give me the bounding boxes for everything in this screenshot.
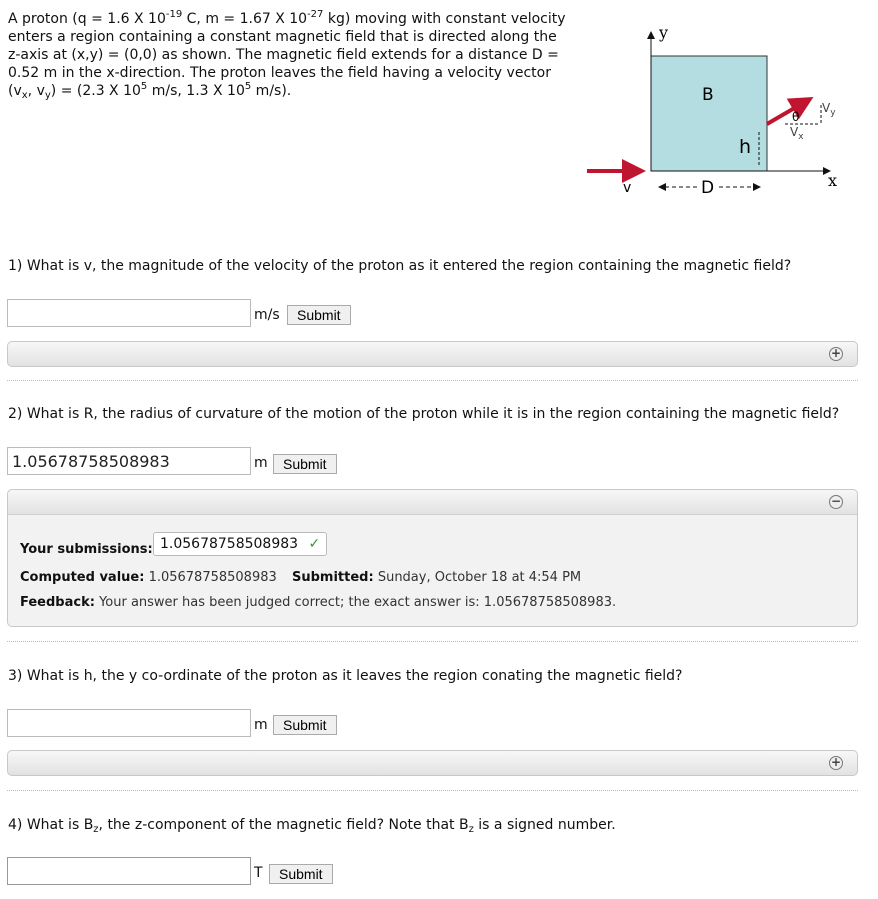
divider (7, 380, 858, 381)
computed-value: Computed value: 1.05678758508983 (20, 570, 277, 585)
submit-1-button[interactable]: Submit (287, 305, 351, 325)
physics-diagram (580, 20, 860, 200)
x-axis-label: x (828, 171, 838, 190)
problem-statement: A proton (q = 1.6 X $10^{-19}$ C, m = 1.67 X $10^{-27}$ kg) moving with constant velocity enters a region containing a constant magnetic field that is directed along the z-axis at (x,y) = (0,0) as shown. The magnetic field extends for a distance D = 0.52 m in the x-direction. The proton leaves the field having a velocity vector ($v_x$, $v_y) = (2.3$ X $10^5$ m/s, 1.3 X $10^5$ m/s). (8, 9, 566, 101)
feedback-3-toggle-bar[interactable] (7, 750, 858, 776)
collapse-icon[interactable]: − (830, 494, 842, 508)
y-axis-label: y (659, 23, 669, 42)
feedback-1-toggle-bar[interactable] (7, 341, 858, 367)
divider (7, 790, 858, 791)
answer-2-unit: m (254, 455, 268, 471)
velocity-label: v (623, 180, 632, 196)
submit-2-button[interactable]: Submit (273, 454, 337, 474)
previous-submission: 1.05678758508983 ✓ (153, 532, 327, 556)
question-1-text: 1) What is v, the magnitude of the velocity of the proton as it entered the region containing the magnetic field? (8, 258, 792, 274)
question-2-text: 2) What is R, the radius of curvature of the motion of the proton while it is in the region containing the magnetic field? (8, 406, 840, 422)
theta-label: θ (792, 110, 800, 124)
field-label: B (702, 85, 714, 105)
feedback-message: Feedback: Your answer has been judged correct; the exact answer is: 1.05678758508983. (20, 595, 617, 610)
correct-check-icon: ✓ (308, 536, 321, 552)
vx-label: $V_x$ (790, 125, 804, 142)
answer-3-input[interactable] (7, 709, 251, 737)
vy-label: $V_y$ (822, 101, 836, 118)
answer-3-unit: m (254, 717, 268, 733)
feedback-2-toggle-bar[interactable] (8, 490, 857, 515)
answer-4-input[interactable] (7, 857, 251, 885)
expand-icon[interactable]: + (830, 755, 842, 769)
submit-4-button[interactable]: Submit (269, 864, 333, 884)
feedback-2-panel (7, 489, 858, 627)
answer-4-unit: T (254, 865, 263, 881)
submitted-time: Submitted: Sunday, October 18 at 4:54 PM (292, 570, 582, 585)
submissions-label: Your submissions: (20, 542, 153, 557)
question-3-text: 3) What is h, the y co-ordinate of the proton as it leaves the region conating the magnetic field? (8, 668, 683, 684)
question-4-text: 4) What is $B_z$, the z-component of the magnetic field? Note that $B_z$ is a signed number. (8, 817, 616, 835)
answer-1-input[interactable] (7, 299, 251, 327)
distance-label: D (701, 178, 715, 198)
divider (7, 641, 858, 642)
answer-2-input[interactable] (7, 447, 251, 475)
answer-1-unit: m/s (254, 307, 280, 323)
exit-velocity-arrow (767, 99, 810, 124)
height-label: h (739, 136, 752, 158)
submit-3-button[interactable]: Submit (273, 715, 337, 735)
expand-icon[interactable]: + (830, 346, 842, 360)
